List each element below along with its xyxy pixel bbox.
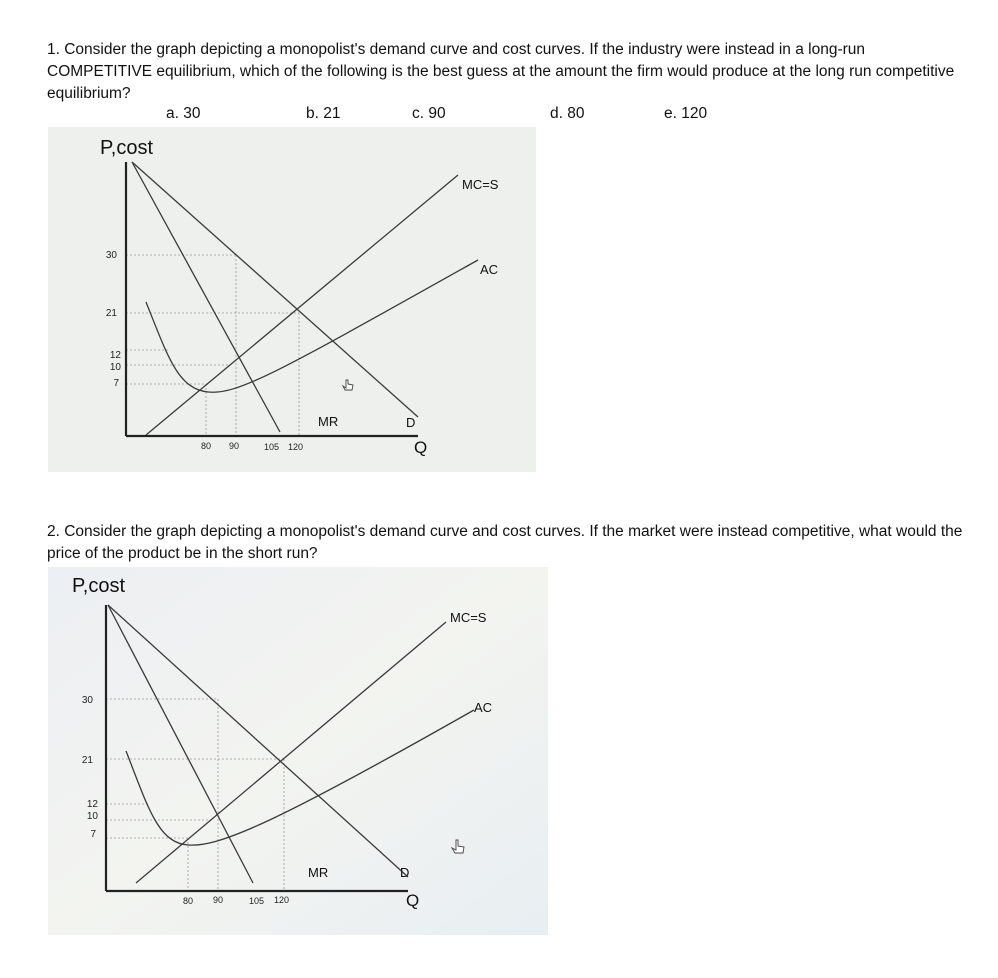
y-tick-12: 12 [86,799,98,810]
x-tick-105: 105 [249,896,265,906]
x-tick-80: 80 [201,441,212,451]
x-tick-90: 90 [213,895,224,905]
x-tick-105: 105 [264,442,280,452]
question-1-text: 1. Consider the graph depicting a monopolist's demand curve and cost curves. If the industry were instead in a long-run COMPETITIVE equilibrium, which of the following is the best guess at the amount the firm would produce at the long run competitive equilibrium? [47,41,955,102]
x-tick-120: 120 [274,895,290,905]
x-tick-120: 120 [288,442,304,452]
choice-d[interactable]: d. 80 [550,105,585,122]
x-axis-title: Q [414,438,428,457]
mr-label: MR [318,414,339,429]
monopoly-graph-2 [48,567,548,935]
mr-label: MR [308,865,329,880]
y-tick-21: 21 [105,308,117,319]
x-axis-title: Q [406,891,420,910]
demand-label: D [400,865,410,880]
monopoly-graph-1 [48,127,536,472]
question-1-choices [0,105,998,127]
choice-a[interactable]: a. 30 [166,105,201,122]
y-axis-title: P,cost [72,575,125,597]
x-tick-80: 80 [183,896,194,906]
y-tick-10: 10 [109,362,121,373]
y-tick-10: 10 [86,811,98,822]
y-tick-30: 30 [105,250,117,261]
choice-b[interactable]: b. 21 [306,105,341,122]
mc-label: MC=S [462,177,499,192]
x-tick-90: 90 [229,441,240,451]
y-axis-title: P,cost [100,137,153,159]
y-tick-7: 7 [113,378,119,389]
y-tick-30: 30 [81,695,93,706]
ac-label: AC [474,700,493,715]
choice-c[interactable]: c. 90 [412,105,446,122]
y-tick-7: 7 [90,829,96,840]
y-tick-12: 12 [109,350,121,361]
demand-label: D [406,415,416,430]
ac-label: AC [480,262,499,277]
choice-e[interactable]: e. 120 [664,105,708,122]
mc-label: MC=S [450,610,487,625]
question-2-text: 2. Consider the graph depicting a monopolist's demand curve and cost curves. If the market were instead competitive, what would the price of the product be in the short run? [47,523,963,562]
y-tick-21: 21 [81,755,93,766]
